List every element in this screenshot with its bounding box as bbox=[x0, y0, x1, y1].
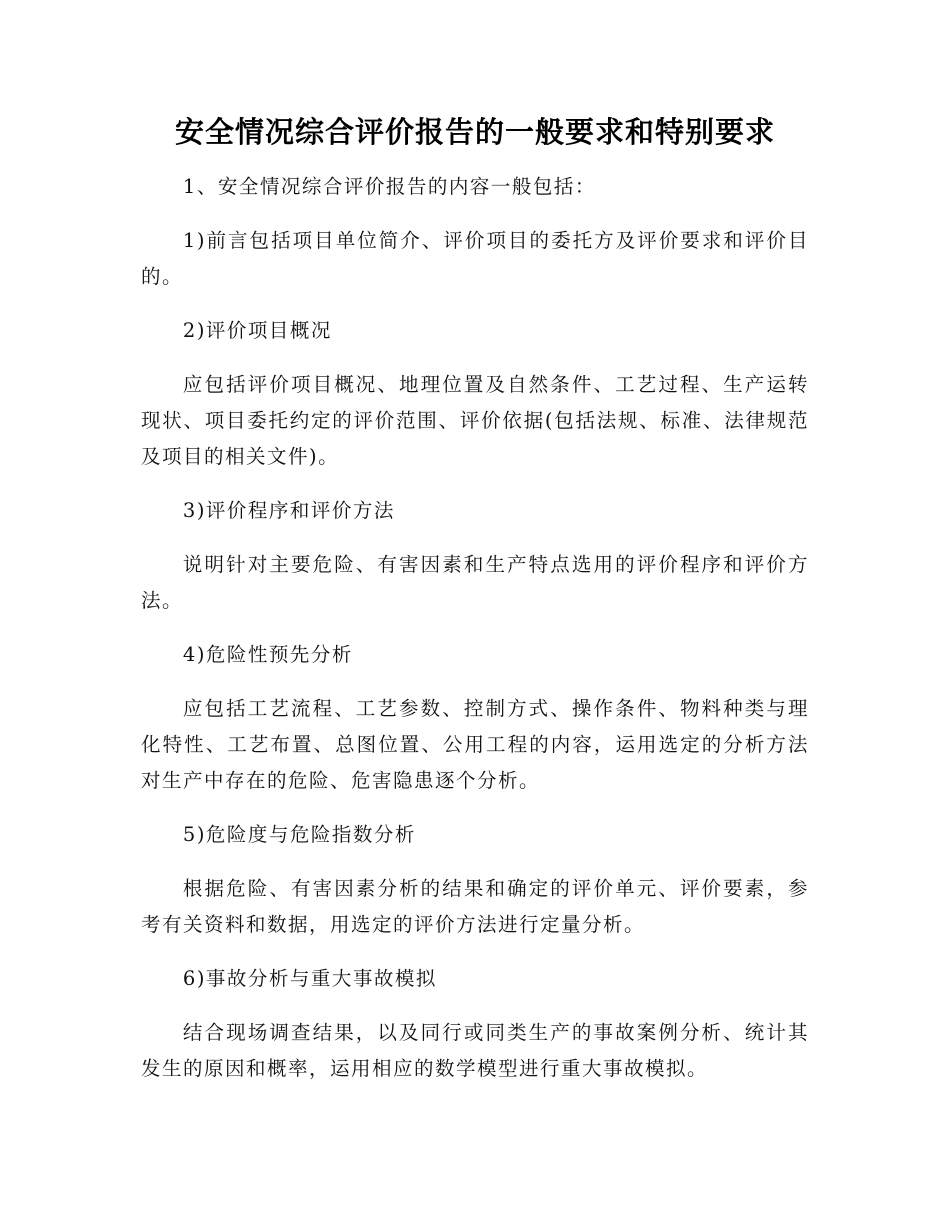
paragraph-heading-project-overview: 2)评价项目概况 bbox=[182, 319, 332, 342]
paragraph-procedure-method: 说明针对主要危险、有害因素和生产特点选用的评价程序和评价方法。 bbox=[141, 553, 809, 612]
paragraph-risk-index: 根据危险、有害因素分析的结果和确定的评价单元、评价要素，参考有关资料和数据，用选定的评价方法进行定量分析。 bbox=[141, 877, 809, 936]
paragraph-heading-risk-index: 5)危险度与危险指数分析 bbox=[182, 823, 416, 846]
paragraph-project-overview: 应包括评价项目概况、地理位置及自然条件、工艺过程、生产运转现状、项目委托约定的评价范围、评价依据(包括法规、标准、法律规范及项目的相关文件)。 bbox=[141, 373, 809, 468]
paragraph-preface: 1)前言包括项目单位简介、评价项目的委托方及评价要求和评价目的。 bbox=[141, 229, 809, 288]
paragraph-preliminary-hazard: 应包括工艺流程、工艺参数、控制方式、操作条件、物料种类与理化特性、工艺布置、总图位置、公用工程的内容，运用选定的分析方法对生产中存在的危险、危害隐患逐个分析。 bbox=[141, 697, 809, 792]
paragraph-accident-simulation: 结合现场调查结果，以及同行或同类生产的事故案例分析、统计其发生的原因和概率，运用相应的数学模型进行重大事故模拟。 bbox=[141, 1021, 809, 1080]
document-body bbox=[141, 169, 809, 1105]
paragraph-content-intro: 1、安全情况综合评价报告的内容一般包括： bbox=[182, 175, 596, 198]
paragraph-heading-accident-simulation: 6)事故分析与重大事故模拟 bbox=[182, 967, 437, 990]
paragraph-heading-preliminary-hazard: 4)危险性预先分析 bbox=[182, 643, 353, 666]
paragraph-heading-procedure-method: 3)评价程序和评价方法 bbox=[182, 499, 395, 522]
document-title: 安全情况综合评价报告的一般要求和特别要求 bbox=[174, 115, 775, 149]
